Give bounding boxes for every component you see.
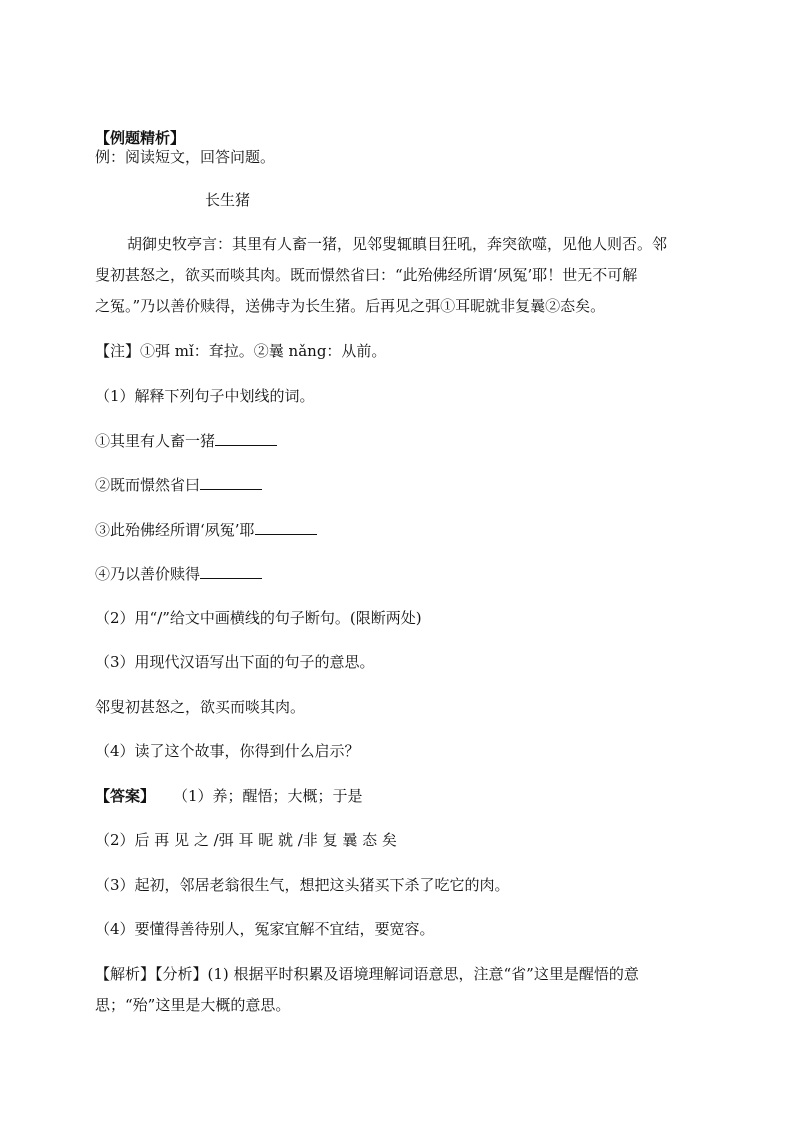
passage-line-2: 叟初甚怒之，欲买而啖其肉。既而憬然省曰：“此殆佛经所谓‘夙冤’耶！世无不可解 xyxy=(95,266,638,284)
question-3: （3）用现代汉语写出下面的句子的意思。 xyxy=(95,653,375,671)
analysis-line-1: 【解析】【分析】(1) 根据平时积累及语境理解词语意思，注意“省”这里是醒悟的意 xyxy=(95,965,639,983)
answer-4: （4）要懂得善待别人，冤家宜解不宜结，要宽容。 xyxy=(95,920,435,938)
q1-item-1-text: ①其里有人畜一猪 xyxy=(95,432,216,450)
answer-2: （2）后 再 见 之 /弭 耳 昵 就 /非 复 曩 态 矣 xyxy=(95,831,397,849)
q1-item-3-text: ③此殆佛经所谓‘夙冤’耶 xyxy=(95,521,255,539)
q3-sentence: 邻叟初甚怒之，欲买而啖其肉。 xyxy=(95,698,306,716)
answer-blank[interactable] xyxy=(200,563,262,579)
question-1: （1）解释下列句子中划线的词。 xyxy=(95,387,315,405)
q1-item-2-text: ②既而憬然省曰 xyxy=(95,476,201,494)
question-2: （2）用“/”给文中画横线的句子断句。(限断两处) xyxy=(95,609,422,627)
answer-blank[interactable] xyxy=(200,474,262,490)
passage-line-1: 胡御史牧亭言：其里有人畜一猪，见邻叟辄瞋目狂吼，奔突欲噬，见他人则否。邻 xyxy=(127,235,668,253)
answer-line-1 xyxy=(95,786,363,806)
q1-item-3 xyxy=(95,519,317,540)
q1-item-2 xyxy=(95,474,262,495)
answer-blank[interactable] xyxy=(215,430,277,446)
answer-blank[interactable] xyxy=(255,519,317,535)
q1-item-4 xyxy=(95,563,262,584)
answer-1: （1）养；醒悟；大概；于是 xyxy=(173,787,363,805)
question-4: （4）读了这个故事，你得到什么启示？ xyxy=(95,742,360,760)
note-line: 【注】①弭 mǐ：耷拉。②曩 nǎng：从前。 xyxy=(95,342,387,360)
answer-label: 【答案】 xyxy=(95,787,156,805)
intro-line: 例：阅读短文，回答问题。 xyxy=(95,148,276,166)
passage-line-3: 之冤。”乃以善价赎得，送佛寺为长生猪。后再见之弭①耳昵就非复曩②态矣。 xyxy=(95,297,606,315)
q1-item-1 xyxy=(95,430,277,451)
analysis-line-2: 思；“殆”这里是大概的意思。 xyxy=(95,996,291,1014)
answer-3: （3）起初，邻居老翁很生气，想把这头猪买下杀了吃它的肉。 xyxy=(95,876,510,894)
q1-item-4-text: ④乃以善价赎得 xyxy=(95,565,201,583)
passage-title: 长生猪 xyxy=(205,191,251,209)
section-heading: 【例题精析】 xyxy=(95,129,186,147)
